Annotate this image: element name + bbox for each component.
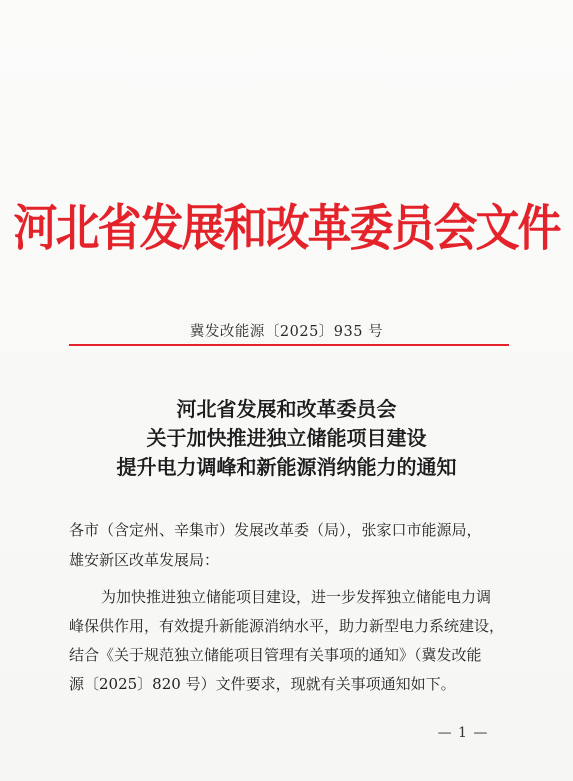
document-number: 冀发改能源〔2025〕935 号 <box>189 324 384 340</box>
document-title <box>0 395 573 482</box>
salutation-line: 雄安新区改革发展局： <box>69 551 220 569</box>
title-line: 提升电力调峰和新能源消纳能力的通知 <box>116 455 457 479</box>
document-masthead: 河北省发展和改革委员会文件 <box>13 200 560 258</box>
title-line: 关于加快推进独立储能项目建设 <box>146 426 427 450</box>
page-number: — 1 — <box>437 725 489 741</box>
body-paragraph <box>69 583 529 699</box>
body-line: 为加快推进独立储能项目建设，进一步发挥独立储能电力调 <box>101 588 492 606</box>
salutation-line: 各市（含定州、辛集市）发展改革委（局），张家口市能源局， <box>69 521 482 539</box>
salutation <box>69 515 529 575</box>
body-line: 源〔2025〕820 号）文件要求，现就有关事项通知如下。 <box>69 675 456 693</box>
title-line: 河北省发展和改革委员会 <box>176 397 397 421</box>
red-divider-line <box>69 344 509 346</box>
body-line: 峰保供作用，有效提升新能源消纳水平，助力新型电力系统建设， <box>69 617 505 635</box>
body-line: 结合《关于规范独立储能项目管理有关事项的通知》（冀发改能 <box>69 646 482 664</box>
